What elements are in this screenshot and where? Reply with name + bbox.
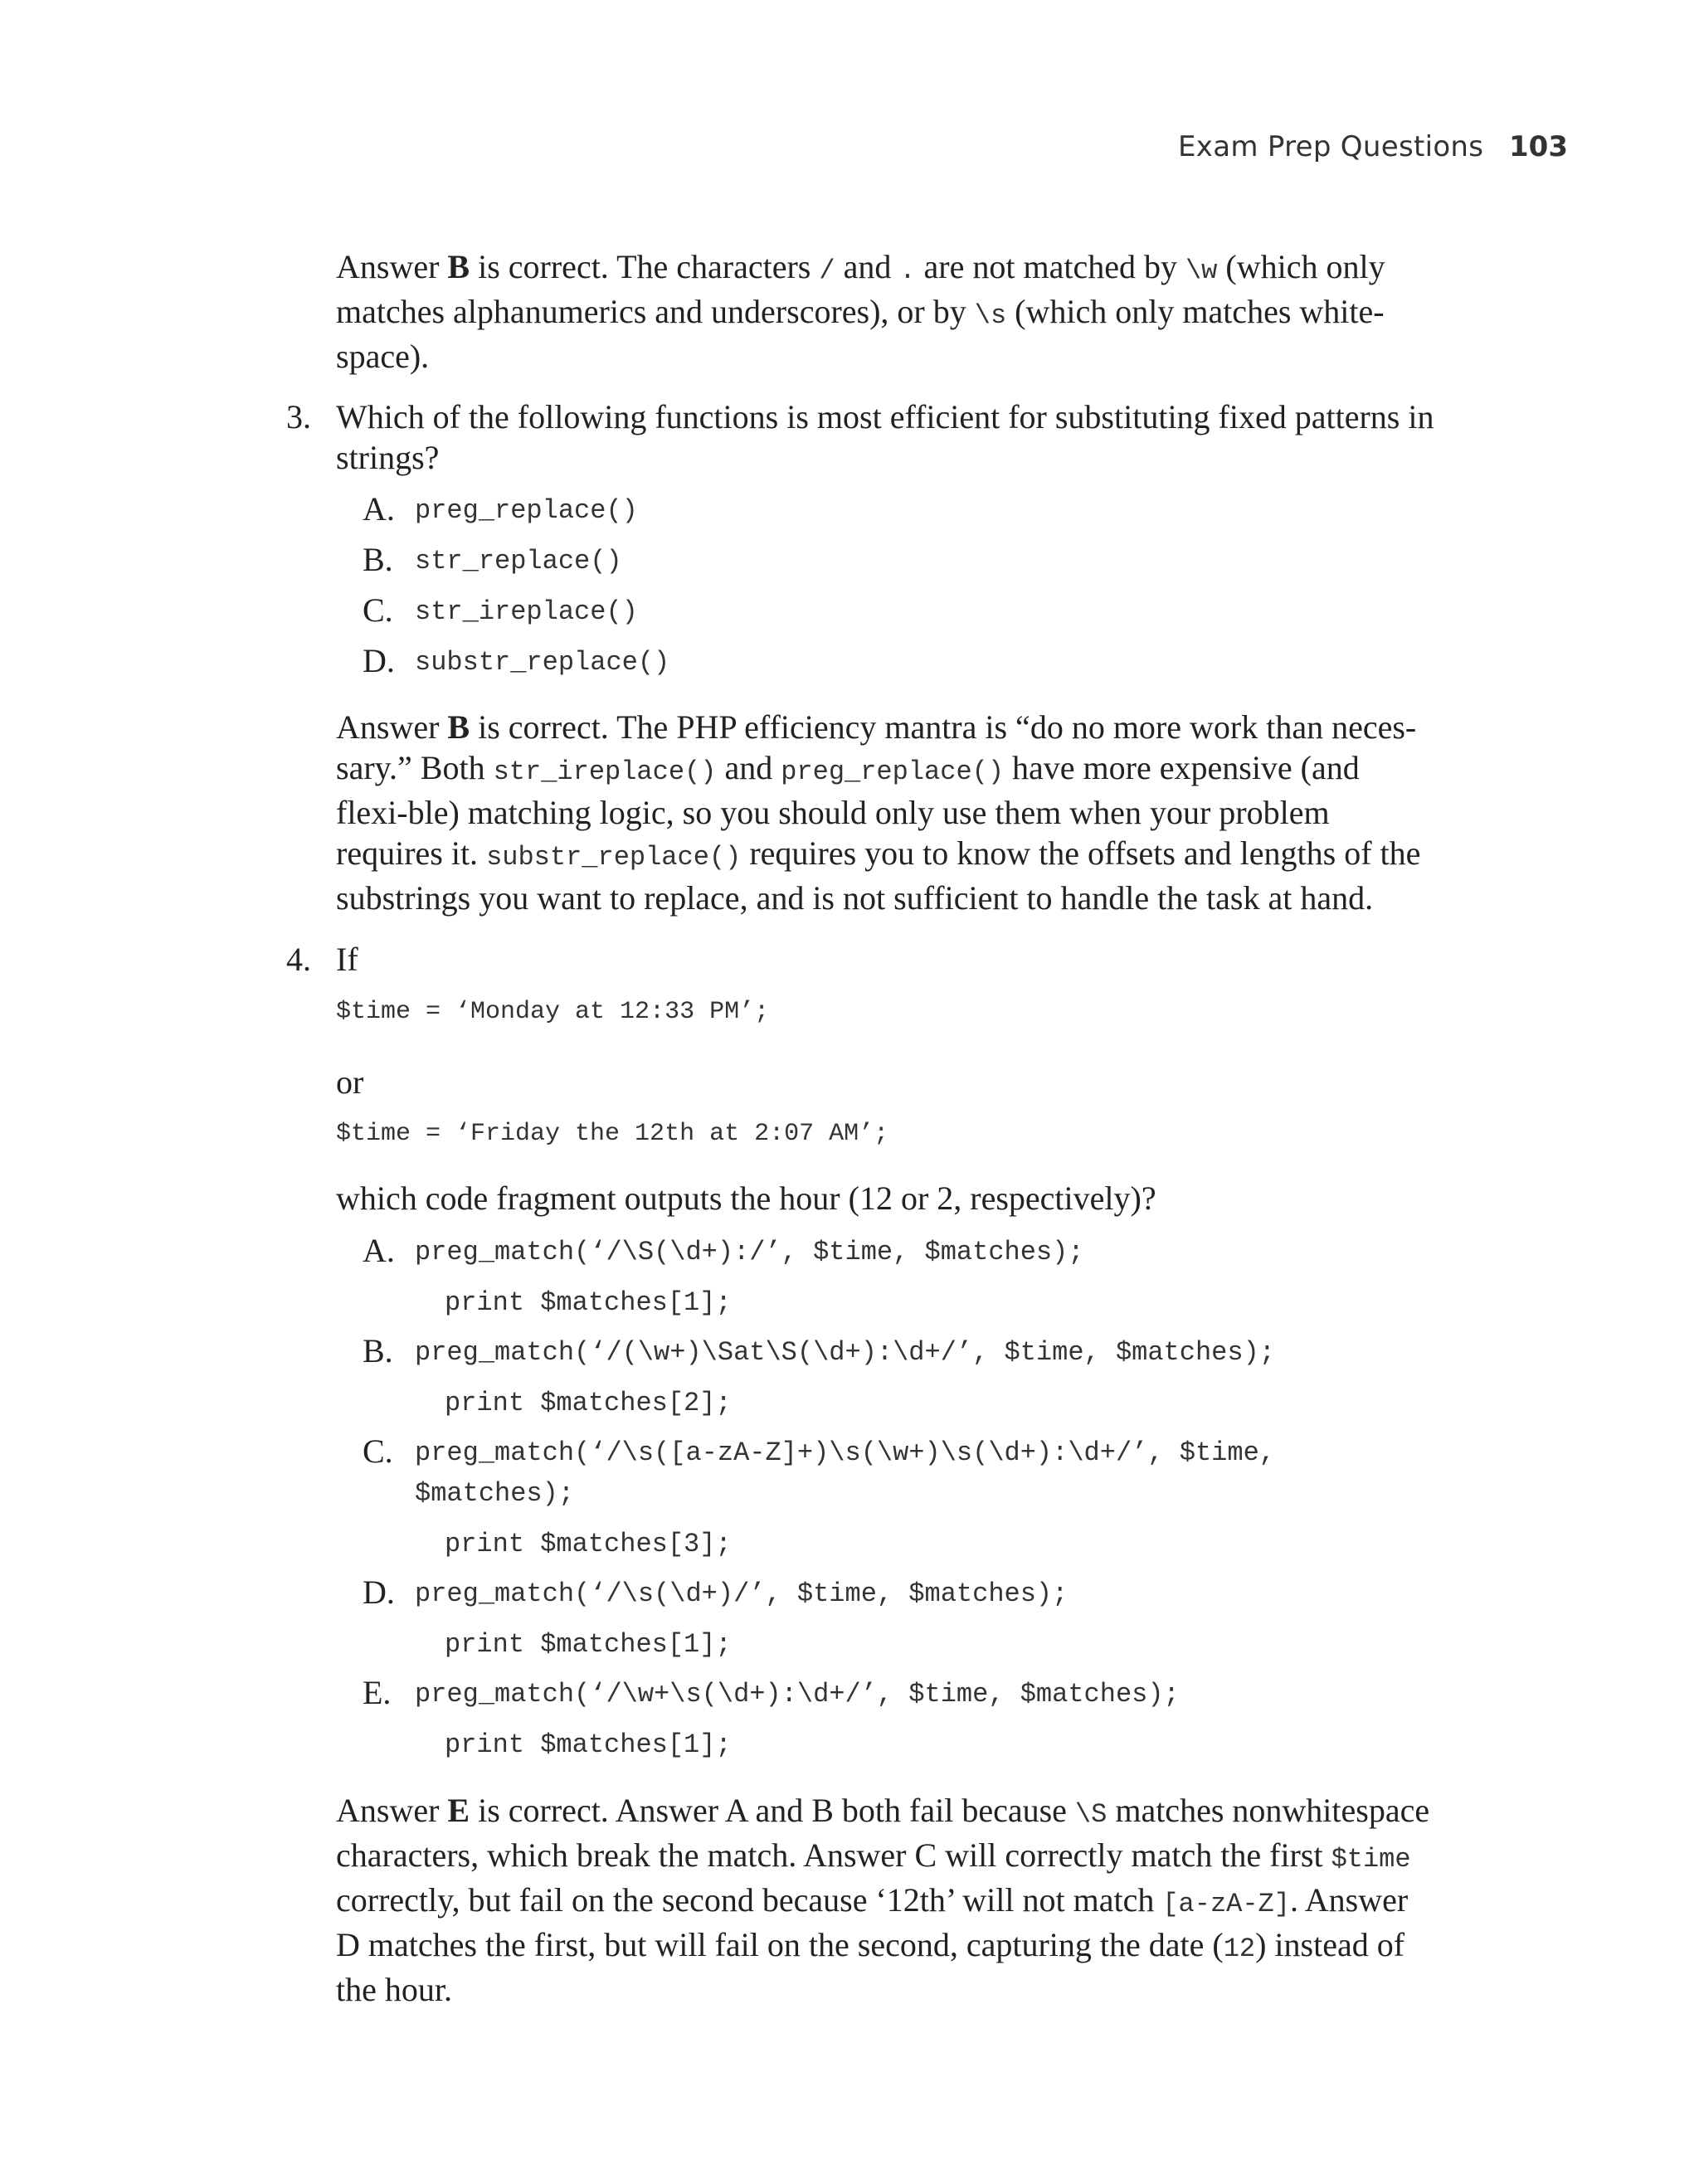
answer-letter: E	[447, 1792, 470, 1829]
q4-option-d-letter: D.	[363, 1574, 395, 1611]
q4-option-d-print: print $matches[1];	[445, 1629, 732, 1660]
q3-option-a-code: preg_replace()	[415, 495, 638, 526]
q4-option-b-letter: B.	[363, 1332, 393, 1369]
q4-option-e-letter: E.	[363, 1674, 392, 1711]
code-example-1: $time = ‘Monday at 12:33 PM’;	[336, 998, 770, 1026]
q3-option-c-code: str_ireplace()	[415, 596, 638, 627]
q4-option-e-code: preg_match(‘/\w+\s(\d+):\d+/’, $time, $matches);	[415, 1679, 1180, 1710]
inline-code: \S	[1074, 1799, 1108, 1830]
question-4-text: which code fragment outputs the hour (12 or 2, respectively)?	[336, 1180, 1156, 1217]
question-4-intro: If	[336, 941, 358, 978]
q3-option-d-letter: D.	[363, 642, 395, 679]
inline-code: /	[819, 255, 835, 286]
inline-code: substr_replace()	[486, 842, 742, 873]
q4-option-a-code: preg_match(‘/\S(\d+):/’, $time, $matches);	[415, 1237, 1084, 1267]
q4-option-c-code: preg_match(‘/\s([a-zA-Z]+)\s(\w+)\s(\d+):\d+/’, $time,	[415, 1437, 1275, 1468]
answer-3-paragraph: Answer B is correct. The PHP efficiency mantra is “do no more work than neces-sary.” Both str_ireplace() and preg_replace() have more expensive (and flexi-ble) matching logic, so you should only use them when your problem requires it. substr_replace() requires you to know the offsets and lengths of the substrings you want to replace, and is not sufficient to handle the task at hand.	[336, 708, 1421, 917]
question-4-number: 4.	[286, 941, 311, 978]
q4-option-d-code: preg_match(‘/\s(\d+)/’, $time, $matches);	[415, 1578, 1069, 1609]
inline-code: str_ireplace()	[493, 756, 717, 787]
q3-option-c-letter: C.	[363, 591, 393, 629]
q4-option-c-letter: C.	[363, 1432, 393, 1470]
inline-code: [a-zA-Z]	[1162, 1889, 1290, 1919]
page-number: 103	[1509, 130, 1568, 163]
q3-option-b-letter: B.	[363, 541, 393, 578]
q4-option-b-code: preg_match(‘/(\w+)\Sat\S(\d+):\d+/’, $time, $matches);	[415, 1337, 1275, 1368]
q4-option-c-print: print $matches[3];	[445, 1529, 732, 1559]
answer-4-paragraph: Answer E is correct. Answer A and B both fail because \S matches nonwhitespace characters, which break the match. Answer C will correctly match the first $time correctly, but fail on the second because ‘12th’ will not match [a-zA-Z]. Answer D matches the first, but will fail on the second, capturing the date (12) instead of the hour.	[336, 1792, 1430, 2008]
answer-2-paragraph: Answer B is correct. The characters / and . are not matched by \w (which only matches alphanumerics and underscores), or by \s (which only matches white-space).	[336, 248, 1385, 375]
question-3-text: Which of the following functions is most efficient for substituting fixed patterns in strings?	[336, 398, 1434, 476]
question-4-or: or	[336, 1063, 364, 1101]
q3-option-d-code: substr_replace()	[415, 647, 670, 678]
q4-option-b-print: print $matches[2];	[445, 1388, 732, 1418]
q4-option-a-letter: A.	[363, 1232, 395, 1269]
section-title: Exam Prep Questions	[1178, 130, 1484, 163]
inline-code: 12	[1223, 1933, 1256, 1964]
q3-option-b-code: str_replace()	[415, 546, 622, 576]
answer-letter: B	[447, 248, 470, 285]
code-example-2: $time = ‘Friday the 12th at 2:07 AM’;	[336, 1120, 889, 1148]
question-3-number: 3.	[286, 398, 311, 435]
inline-code: .	[899, 255, 916, 286]
q4-option-a-print: print $matches[1];	[445, 1287, 732, 1318]
q4-option-c-code-continued: $matches);	[415, 1478, 575, 1509]
inline-code: \s	[974, 300, 1007, 331]
inline-code: $time	[1331, 1844, 1411, 1875]
q4-option-e-print: print $matches[1];	[445, 1729, 732, 1760]
inline-code: preg_replace()	[781, 756, 1005, 787]
inline-code: \w	[1185, 255, 1218, 286]
running-header	[1178, 130, 1568, 172]
answer-letter: B	[447, 708, 470, 746]
q3-option-a-letter: A.	[363, 490, 395, 528]
